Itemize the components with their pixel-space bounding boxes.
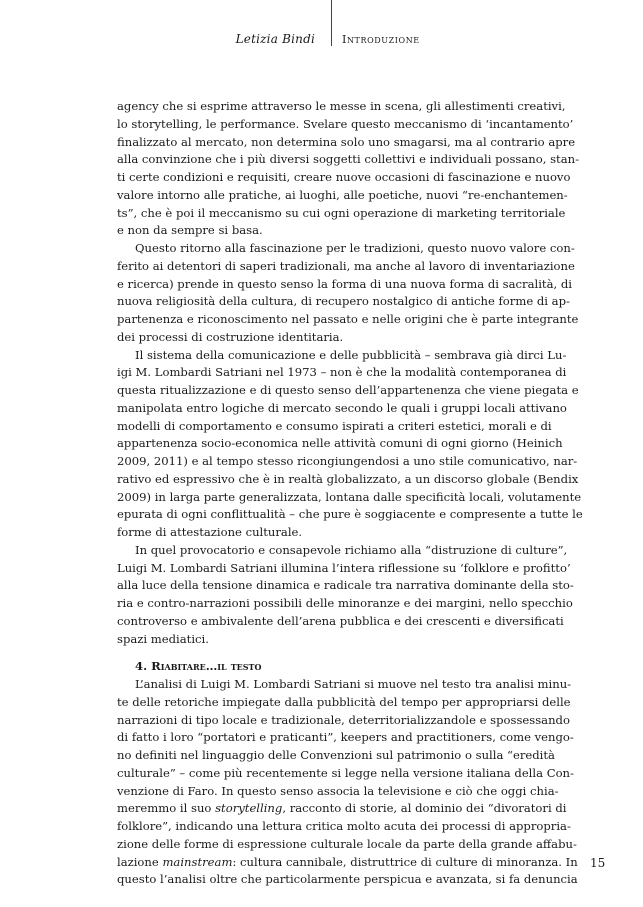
text-line: di fatto i loro “portatori e praticanti”, keepers and practitioners, come vengo- xyxy=(117,730,574,745)
italic-term: storytelling xyxy=(215,801,283,816)
text-line: modelli di comportamento e consumo ispirati a criteri estetici, morali e di xyxy=(117,418,552,433)
text-line: questa ritualizzazione e di questo senso dell’appartenenza che viene piegata e xyxy=(117,383,579,397)
text-line: e non da sempre si basa. xyxy=(117,223,263,238)
text-line: forme di attestazione culturale. xyxy=(117,525,303,539)
header-divider xyxy=(331,0,332,46)
text-line: no definiti nel linguaggio delle Convenzioni sul patrimonio o sulla “eredità xyxy=(117,748,555,762)
text-line: finalizzato al mercato, non determina solo uno smagarsi, ma al contrario apre xyxy=(117,134,576,149)
text-line: e ricerca) prende in questo senso la forma di una nuova forma di sacralità, di xyxy=(117,276,572,291)
text-line: L’analisi di Luigi M. Lombardi Satriani si muove nel testo tra analisi minu- xyxy=(135,677,572,691)
text-line: In quel provocatorio e consapevole richiamo alla “distruzione di culture”, xyxy=(135,542,568,557)
page-number: 15 xyxy=(590,856,606,870)
text-line: ti certe condizioni e requisiti, creare nuove occasioni di fascinazione e nuovo xyxy=(117,170,571,184)
text-run: meremmo il suo xyxy=(117,801,216,816)
section-title: Riabitare…il testo xyxy=(151,659,262,674)
text-line: narrazioni di tipo locale e tradizionale, deterritorializzandole e spossessando xyxy=(117,712,570,727)
text-line: questo l’analisi oltre che particolarmente perspicua e avanzata, si fa denuncia xyxy=(117,872,578,887)
text-line: spazi mediatici. xyxy=(117,631,209,646)
text-line: zione delle forme di espressione culturale locale da parte della grande affabu- xyxy=(117,836,577,851)
section-number: 4. xyxy=(135,659,148,674)
text-line: agency che si esprime attraverso le messe in scena, gli allestimenti creativi, xyxy=(117,99,566,113)
text-run: , racconto di storie, al dominio dei “divoratori di xyxy=(282,801,567,816)
header-section-title: Introduzione xyxy=(342,33,420,46)
text-line: rativo ed espressivo che è in realtà globalizzato, a un discorso globale (Bendix xyxy=(117,471,579,486)
text-line: Luigi M. Lombardi Satriani illumina l’intera riflessione su ‘folklore e profitto’ xyxy=(117,560,571,575)
section-gap xyxy=(117,648,543,658)
text-line: Il sistema della comunicazione e delle pubblicità – sembrava già dirci Lu- xyxy=(135,347,567,362)
text-line: alla luce della tensione dinamica e radicale tra narrativa dominante della sto- xyxy=(117,578,574,593)
header-author: Letizia Bindi xyxy=(235,32,315,46)
text-line: valore intorno alle pratiche, ai luoghi, alle poetiche, nuovi “re-enchantemen- xyxy=(117,187,568,202)
text-line: appartenenza socio-economica nelle attività comuni di ogni giorno (Heinich xyxy=(117,436,563,451)
text-line: nuova religiosità della cultura, di recupero nostalgico di antiche forme di ap- xyxy=(117,294,570,309)
text-line xyxy=(117,800,567,818)
section-heading xyxy=(117,658,543,676)
text-line: te delle retoriche impiegate dalla pubblicità del tempo per appropriarsi delle xyxy=(117,694,571,709)
text-line: epurata di ogni conflittualità – che pure è soggiacente e compresente a tutte le xyxy=(117,507,583,522)
text-run: lazione xyxy=(117,854,163,869)
text-line: alla convinzione che i più diversi soggetti collettivi e individuali possano, stan- xyxy=(117,152,580,167)
body-text xyxy=(117,98,583,889)
italic-term: mainstream xyxy=(162,854,233,869)
text-line: controverso e ambivalente dell’arena pubblica e dei crescenti e diversificati xyxy=(117,613,564,628)
paragraph-3 xyxy=(117,347,583,542)
text-line: venzione di Faro. In questo senso associa la televisione e ciò che oggi chia- xyxy=(117,783,559,798)
text-line: 2009, 2011) e al tempo stesso ricongiungendosi a uno stile comunicativo, nar- xyxy=(117,454,578,468)
text-line: igi M. Lombardi Satriani nel 1973 – non è che la modalità contemporanea di xyxy=(117,365,567,380)
text-line: ts”, che è poi il meccanismo su cui ogni operazione di marketing territoriale xyxy=(117,205,566,220)
text-line: 2009) in larga parte generalizzata, lontana dalle specificità locali, volutamente xyxy=(117,489,582,504)
text-run: : cultura cannibale, distruttrice di culture di minoranza. In xyxy=(232,854,578,869)
text-line: lo storytelling, le performance. Svelare questo meccanismo di ‘incantamento’ xyxy=(117,116,574,131)
text-line: folklore”, indicando una lettura critica molto acuta dei processi di appropria- xyxy=(117,819,571,833)
running-header xyxy=(0,0,643,60)
paragraph-1 xyxy=(117,98,580,240)
paragraph-5 xyxy=(117,676,578,889)
text-line: manipolata entro logiche di mercato secondo le quali i gruppi locali attivano xyxy=(117,400,567,415)
text-line: culturale” – come più recentemente si legge nella versione italiana della Con- xyxy=(117,765,574,780)
text-line: ferito ai detentori di saperi tradizionali, ma anche al lavoro di inventariazione xyxy=(117,258,575,273)
paragraph-2 xyxy=(117,240,579,347)
paragraph-4 xyxy=(117,542,574,649)
text-line: dei processi di costruzione identitaria. xyxy=(117,329,344,344)
text-line xyxy=(117,854,578,872)
text-line: Questo ritorno alla fascinazione per le tradizioni, questo nuovo valore con- xyxy=(135,241,575,255)
text-line: partenenza e riconoscimento nel passato e nelle origini che è parte integrante xyxy=(117,312,579,326)
text-line: ria e contro-narrazioni possibili delle minoranze e dei margini, nello specchio xyxy=(117,596,573,610)
